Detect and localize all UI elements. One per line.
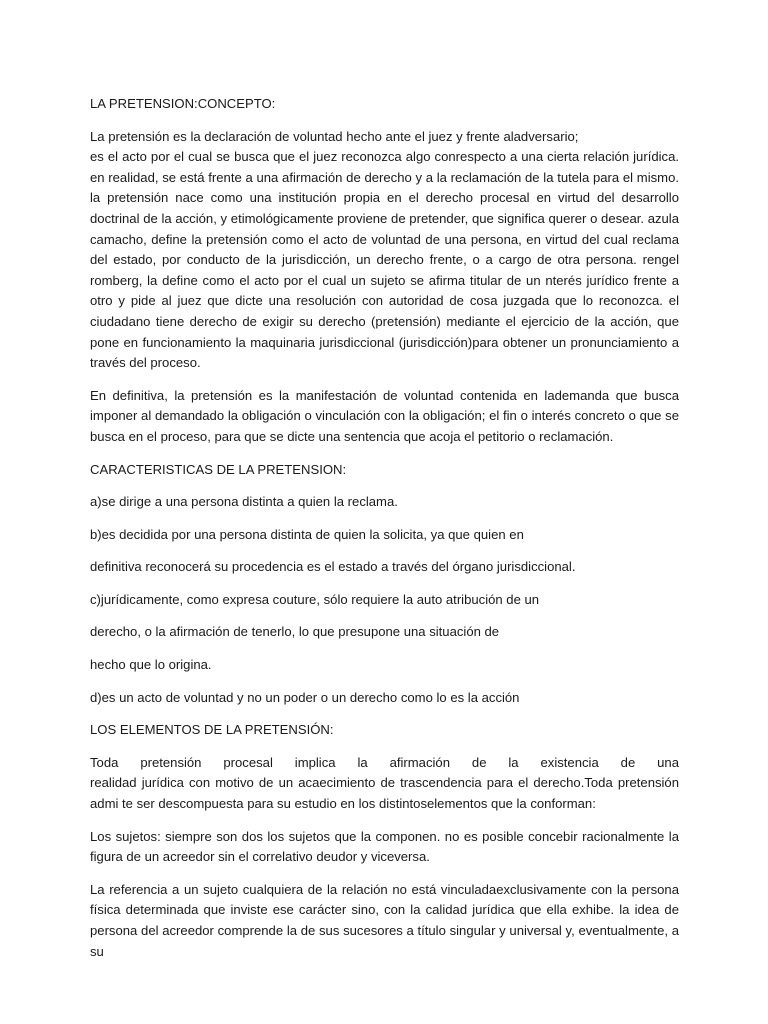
paragraph-los-sujetos: Los sujetos: siempre son dos los sujetos que la componen. no es posible concebir racionalmente la figura de un acreedor sin el correlativo deudor y viceversa. (90, 828, 679, 865)
paragraph-toda-pretension-first-line: Toda pretensión procesal implica la afirmación de la existencia de una (90, 754, 679, 770)
heading-concepto: LA PRETENSION:CONCEPTO: (90, 96, 276, 111)
list-item-c-line3: hecho que lo origina. (90, 657, 212, 673)
heading-elementos: LOS ELEMENTOS DE LA PRETENSIÓN: (90, 722, 334, 738)
list-item-b-line1: b)es decidida por una persona distinta de quien la solicita, ya que quien en (90, 526, 524, 542)
heading-caracteristicas: CARACTERISTICAS DE LA PRETENSION: (90, 461, 347, 477)
list-item-a: a)se dirige a una persona distinta a quien la reclama. (90, 494, 398, 510)
paragraph-definicion-body: es el acto por el cual se busca que el juez reconozca algo conrespecto a una cierta relación jurídica. en realidad, se está frente a una afirmación de derecho y a la reclamación de la tutela para el mismo. la pretensión nace como una institución propia en el derecho procesal en virtud del desarrollo doctrinal de la acción, y etimológicamente proviene de pretender, que significa querer o desear. azula camacho, define la pretensión como el acto de voluntad de una persona, en virtud del cual reclama del estado, por conducto de la jurisdicción, un derecho frente, o a cargo de otra persona. rengel romberg, la define como el acto por el cual un sujeto se afirma titular de un nterés jurídico frente a otro y pide al juez que dicte una resolución con autoridad de cosa juzgada que lo reconozca. el ciudadano tiene derecho de exigir su derecho (pretensión) mediante el ejercicio de la acción, que pone en funcionamiento la maquinaria jurisdiccional (jurisdicción)para obtener un pronunciamiento a través del proceso. (90, 149, 679, 371)
list-item-d: d)es un acto de voluntad y no un poder o un derecho como lo es la acción (90, 689, 520, 705)
paragraph-definicion-first-line: La pretensión es la declaración de voluntad hecho ante el juez y frente aladversario; (90, 128, 579, 144)
list-item-c-line1: c)jurídicamente, como expresa couture, sólo requiere la auto atribución de un (90, 591, 540, 607)
paragraph-en-definitiva: En definitiva, la pretensión es la manifestación de voluntad contenida en lademanda que busca imponer al demandado la obligación o vinculación con la obligación; el fin o interés concreto o que se busca en el proceso, para que se dicte una sentencia que acoja el petitorio o reclamación. (90, 387, 679, 444)
list-item-b-line2: definitiva reconocerá su procedencia es el estado a través del órgano jurisdiccional. (90, 559, 576, 575)
paragraph-la-referencia: La referencia a un sujeto cualquiera de la relación no está vinculadaexclusivamente con la persona física determinada que inviste ese carácter sino, con la calidad jurídica que ella exhibe. la idea de persona del acreedor comprende la de sus sucesores a título singular y universal y, eventualmente, a su (90, 881, 679, 959)
paragraph-definicion (90, 127, 679, 374)
list-item-c-line2: derecho, o la afirmación de tenerlo, lo que presupone una situación de (90, 624, 500, 640)
paragraph-toda-pretension-body: realidad jurídica con motivo de un acaecimiento de trascendencia para el derecho.Toda pretensión admi te ser descompuesta para su estudio en los distintoselementos que la conforman: (90, 775, 679, 812)
paragraph-toda-pretension (90, 753, 679, 815)
